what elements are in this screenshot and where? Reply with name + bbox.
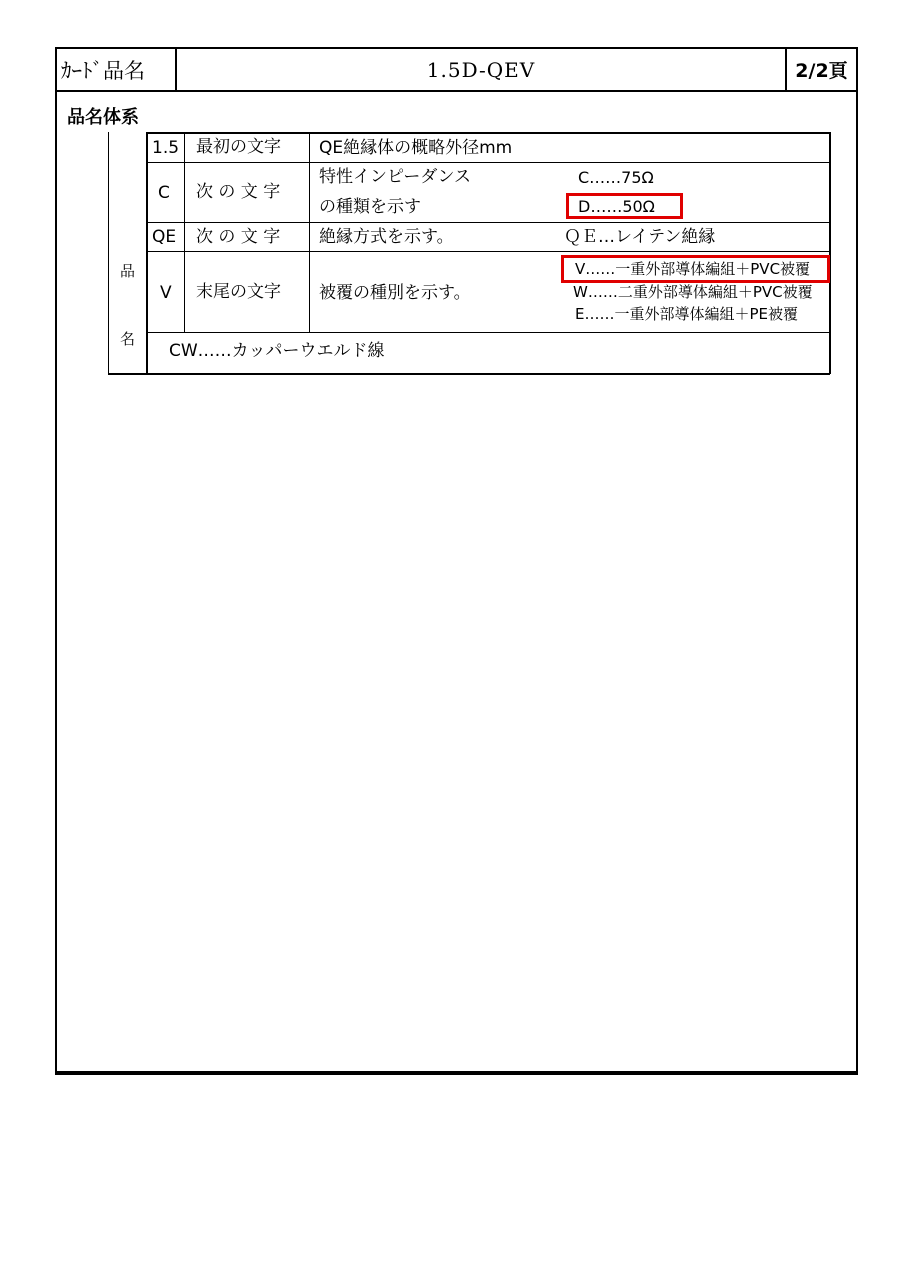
highlight-box-jacket	[561, 255, 830, 283]
row2-option-1: C……75Ω	[578, 168, 654, 187]
row2-code: C	[158, 183, 170, 203]
row1-code: 1.5	[152, 138, 180, 158]
row4-option-2: W……二重外部導体編組＋PVC被覆	[573, 283, 813, 301]
row2-meaning-line2: の種類を示す	[319, 197, 421, 217]
side-column-divider	[146, 132, 148, 374]
side-label-bottom: 名	[120, 330, 136, 348]
row4-option-1: V……一重外部導体編組＋PVC被覆	[575, 260, 811, 278]
row2-position: 次 の 文 字	[196, 182, 281, 202]
row-divider-3	[146, 251, 830, 252]
row3-meaning: 絶縁方式を示す。	[319, 227, 454, 247]
row1-meaning: QE絶縁体の概略外径mm	[319, 138, 513, 158]
row4-position: 末尾の文字	[196, 282, 281, 302]
naming-table	[108, 132, 830, 374]
position-column-divider	[309, 132, 310, 332]
row-divider-4	[146, 332, 830, 333]
table-bottom-border	[108, 373, 830, 375]
row3-code: QE	[152, 227, 177, 247]
header-row	[57, 49, 856, 92]
row-divider-2	[146, 222, 830, 223]
row4-meaning: 被覆の種別を示す。	[319, 283, 471, 303]
row2-meaning-line1: 特性インピーダンス	[319, 167, 471, 187]
side-label-top: 品	[120, 262, 136, 280]
row4-option-3: E……一重外部導体編組＋PE被覆	[575, 305, 799, 323]
table-top-border	[146, 132, 830, 134]
row-divider-1	[146, 162, 830, 163]
document-sheet	[55, 47, 858, 1075]
table-right-border	[829, 132, 831, 374]
page-number: 2/2頁	[785, 49, 856, 90]
card-name-label: ｶｰﾄﾞ品名	[57, 49, 177, 90]
row1-position: 最初の文字	[196, 137, 281, 157]
row3-position: 次 の 文 字	[196, 227, 281, 247]
row4-code: V	[160, 283, 172, 303]
section-title: 品名体系	[67, 107, 139, 128]
product-title: 1.5D-QEV	[426, 57, 536, 82]
table-left-border	[108, 132, 109, 374]
row2-option-2: D……50Ω	[578, 197, 655, 216]
highlight-box-impedance	[566, 193, 683, 219]
code-column-divider	[184, 132, 185, 332]
footer-note: CW……カッパーウエルド線	[169, 341, 385, 361]
row3-option-1: ＱＥ…レイテン絶縁	[564, 227, 716, 247]
